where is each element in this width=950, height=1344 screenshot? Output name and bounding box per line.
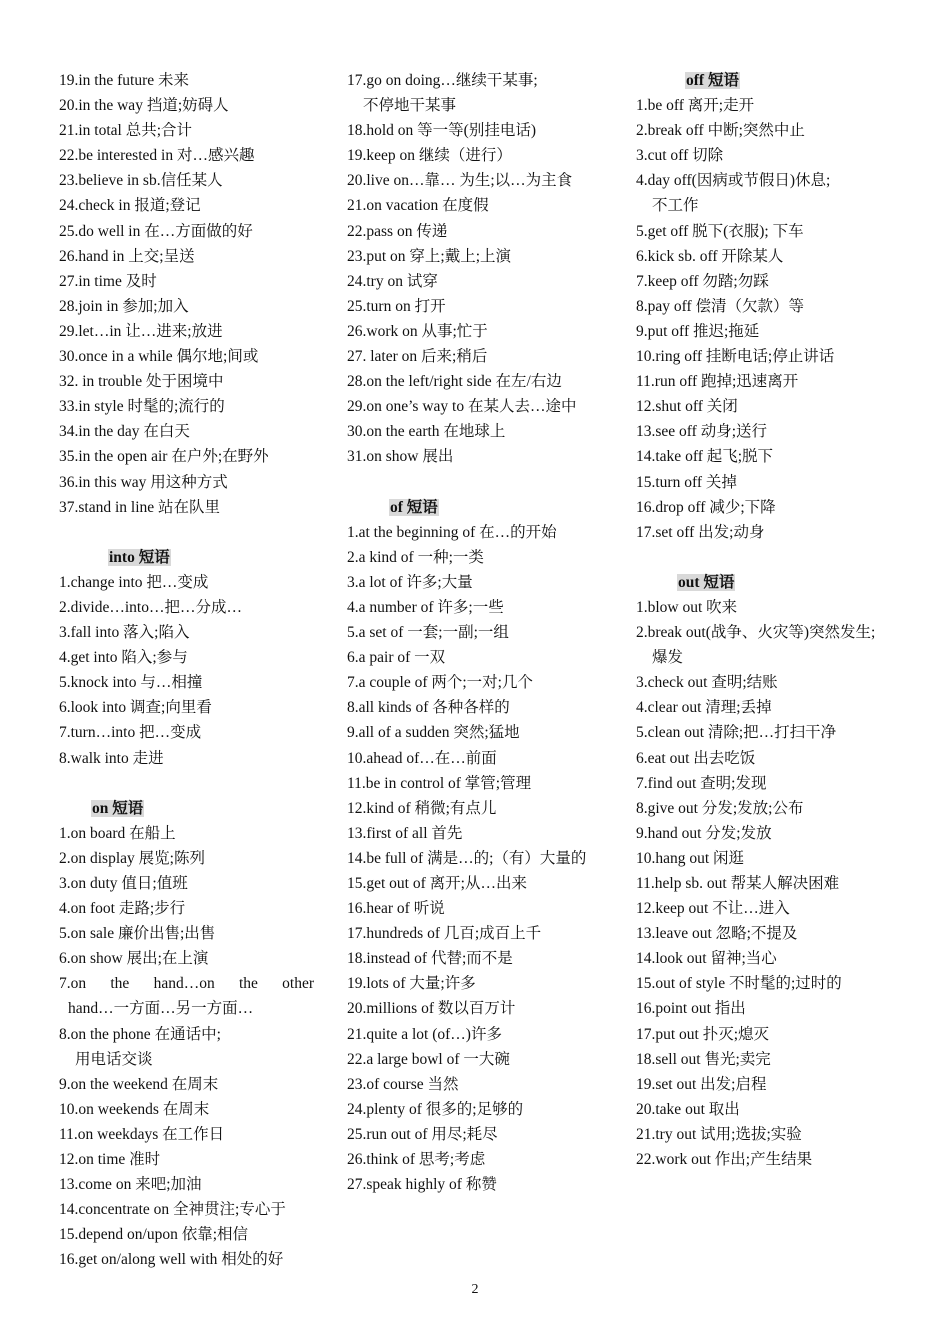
phrase-entry: 10.on weekends 在周末 bbox=[59, 1100, 210, 1118]
phrase-entry: 1.blow out 吹来 bbox=[636, 598, 738, 616]
phrase-entry: 15.out of style 不时髦的;过时的 bbox=[636, 975, 842, 993]
phrase-entry: 4.clear out 清理;丢掉 bbox=[636, 699, 772, 717]
phrase-entry: 20.millions of 数以百万计 bbox=[347, 1000, 516, 1018]
phrase-entry: 23.believe in sb.信任某人 bbox=[59, 172, 223, 190]
phrase-entry: 8.give out 分发;发放;公布 bbox=[636, 799, 804, 817]
page-number: 2 bbox=[471, 1282, 479, 1297]
phrase-entry: 11.help sb. out 帮某人解决困难 bbox=[636, 875, 840, 892]
phrase-entry: 不工作 bbox=[652, 197, 699, 215]
section-heading bbox=[59, 545, 314, 570]
phrase-entry: 3.check out 查明;结账 bbox=[636, 674, 778, 692]
phrase-entry: 32. in trouble 处于困境中 bbox=[59, 373, 224, 391]
section-heading bbox=[347, 495, 605, 520]
phrase-entry: 20.take out 取出 bbox=[636, 1100, 740, 1118]
phrase-entry: 1.be off 离开;走开 bbox=[636, 97, 755, 115]
phrase-entry: 13.first of all 首先 bbox=[347, 824, 463, 842]
phrase-entry: 1.change into 把…变成 bbox=[59, 573, 209, 591]
phrase-entry: 12.keep out 不让…进入 bbox=[636, 900, 790, 918]
phrase-entry: 14.be full of 满是…的;（有）大量的 bbox=[347, 849, 587, 867]
phrase-entry: 22.be interested in 对…感兴趣 bbox=[59, 147, 255, 165]
phrase-entry: 8.walk into 走进 bbox=[59, 749, 164, 767]
phrase-entry: 26.hand in 上交;呈送 bbox=[59, 247, 195, 265]
phrase-entry: 5.clean out 清除;把…打扫干净 bbox=[636, 724, 837, 742]
phrase-entry: 9.put off 推迟;拖延 bbox=[636, 322, 760, 340]
phrase-entry: 爆发 bbox=[652, 649, 684, 667]
phrase-entry: 25.do well in 在…方面做的好 bbox=[59, 222, 253, 240]
phrase-entry: 1.at the beginning of 在…的开始 bbox=[347, 523, 557, 541]
phrase-entry: 2.divide…into…把…分成… bbox=[59, 598, 242, 616]
phrase-entry: 7.turn…into 把…变成 bbox=[59, 724, 202, 742]
phrase-entry: 11.be in control of 掌管;管理 bbox=[347, 774, 532, 792]
phrase-entry: 28.on the left/right side 在左/右边 bbox=[347, 373, 562, 391]
phrase-entry: 13.see off 动身;送行 bbox=[636, 423, 768, 441]
phrase-entry: 22.pass on 传递 bbox=[347, 222, 448, 240]
phrase-entry: 7.on the hand…on the other bbox=[59, 975, 314, 993]
phrase-entry: 6.a pair of 一双 bbox=[347, 649, 446, 667]
phrase-entry: 21.quite a lot (of…)许多 bbox=[347, 1025, 502, 1043]
phrase-entry: 5.knock into 与…相撞 bbox=[59, 674, 203, 692]
column-3 bbox=[636, 68, 898, 1172]
phrase-entry: 35.in the open air 在户外;在野外 bbox=[59, 448, 269, 466]
phrase-entry: 6.look into 调查;向里看 bbox=[59, 699, 212, 717]
phrase-entry: 27.speak highly of 称赞 bbox=[347, 1176, 497, 1194]
phrase-entry: 18.instead of 代替;而不是 bbox=[347, 950, 513, 968]
phrase-entry: 17.go on doing…继续干某事; bbox=[347, 72, 538, 89]
phrase-entry: 7.a couple of 两个;一对;几个 bbox=[347, 674, 533, 692]
phrase-entry: 22.work out 作出;产生结果 bbox=[636, 1151, 813, 1169]
section-heading-text: on 短语 bbox=[92, 799, 144, 817]
phrase-entry: 11.run off 跑掉;迅速离开 bbox=[636, 373, 799, 391]
section-heading bbox=[59, 796, 314, 821]
section-heading-text: of 短语 bbox=[390, 498, 438, 516]
phrase-entry: 24.check in 报道;登记 bbox=[59, 197, 201, 215]
phrase-entry: 30.on the earth 在地球上 bbox=[347, 423, 506, 441]
phrase-entry: 4.day off(因病或节假日)休息; bbox=[636, 172, 831, 190]
phrase-entry: 18.hold on 等一等(别挂电话) bbox=[347, 122, 537, 140]
section-heading bbox=[636, 570, 898, 595]
blank-line bbox=[636, 545, 898, 570]
phrase-entry: 19.in the future 未来 bbox=[59, 72, 190, 89]
blank-line bbox=[59, 771, 314, 796]
phrase-entry: 25.run out of 用尽;耗尽 bbox=[347, 1125, 498, 1143]
phrase-entry: 16.point out 指出 bbox=[636, 1000, 746, 1018]
phrase-entry: 7.find out 查明;发现 bbox=[636, 774, 767, 792]
section-heading-text: into 短语 bbox=[109, 548, 170, 566]
section-heading-text: off 短语 bbox=[686, 72, 739, 89]
phrase-entry: 不停地干某事 bbox=[363, 97, 457, 115]
phrase-entry: 36.in this way 用这种方式 bbox=[59, 473, 228, 491]
phrase-entry: 15.depend on/upon 依靠;相信 bbox=[59, 1226, 248, 1244]
section-heading-text: out 短语 bbox=[678, 573, 735, 591]
phrase-entry: 9.hand out 分发;发放 bbox=[636, 824, 772, 842]
phrase-entry: 17.set off 出发;动身 bbox=[636, 523, 765, 541]
phrase-entry: 17.hundreds of 几百;成百上千 bbox=[347, 925, 542, 943]
phrase-entry: 10.hang out 闲逛 bbox=[636, 849, 745, 867]
phrase-entry: 5.a set of 一套;一副;一组 bbox=[347, 624, 509, 642]
phrase-entry: 14.concentrate on 全神贯注;专心于 bbox=[59, 1201, 286, 1219]
phrase-entry: 19.lots of 大量;许多 bbox=[347, 975, 476, 993]
phrase-entry: 24.plenty of 很多的;足够的 bbox=[347, 1100, 524, 1118]
phrase-entry: 2.a kind of 一种;一类 bbox=[347, 548, 484, 566]
phrase-entry: 21.in total 总共;合计 bbox=[59, 122, 193, 140]
phrase-entry: 8.all kinds of 各种各样的 bbox=[347, 699, 510, 717]
section-heading bbox=[636, 68, 898, 93]
phrase-entry: 16.hear of 听说 bbox=[347, 900, 445, 918]
phrase-entry: 23.of course 当然 bbox=[347, 1075, 459, 1093]
phrase-entry: 19.keep on 继续（进行） bbox=[347, 147, 512, 165]
phrase-entry: 12.shut off 关闭 bbox=[636, 398, 738, 416]
phrase-entry: 37.stand in line 站在队里 bbox=[59, 498, 221, 516]
phrase-entry: 6.eat out 出去吃饭 bbox=[636, 749, 756, 767]
phrase-entry: 3.cut off 切除 bbox=[636, 147, 724, 165]
phrase-entry: 2.break off 中断;突然中止 bbox=[636, 122, 805, 140]
phrase-entry: 22.a large bowl of 一大碗 bbox=[347, 1050, 510, 1068]
phrase-entry: 12.kind of 稍微;有点儿 bbox=[347, 799, 497, 817]
phrase-entry: 12.on time 准时 bbox=[59, 1151, 161, 1169]
phrase-entry: 用电话交谈 bbox=[75, 1050, 153, 1068]
phrase-entry: 27. later on 后来;稍后 bbox=[347, 348, 488, 366]
phrase-entry: 10.ahead of…在…前面 bbox=[347, 749, 497, 767]
phrase-entry: 4.on foot 走路;步行 bbox=[59, 900, 186, 918]
phrase-entry: 15.turn off 关掉 bbox=[636, 473, 737, 491]
phrase-entry: 1.on board 在船上 bbox=[59, 824, 176, 842]
phrase-entry: 27.in time 及时 bbox=[59, 272, 157, 290]
phrase-entry: 20.in the way 挡道;妨碍人 bbox=[59, 97, 229, 115]
phrase-entry: 11.on weekdays 在工作日 bbox=[59, 1125, 225, 1143]
column-2 bbox=[347, 68, 605, 1197]
phrase-entry: 9.on the weekend 在周末 bbox=[59, 1075, 219, 1093]
phrase-entry: 8.pay off 偿清（欠款）等 bbox=[636, 297, 805, 315]
phrase-entry: 5.get off 脱下(衣服); 下车 bbox=[636, 222, 804, 240]
phrase-entry: 19.set out 出发;启程 bbox=[636, 1075, 767, 1093]
phrase-entry: 2.on display 展览;陈列 bbox=[59, 849, 205, 867]
phrase-entry: 13.come on 来吧;加油 bbox=[59, 1176, 202, 1194]
phrase-entry: 30.once in a while 偶尔地;间或 bbox=[59, 348, 259, 366]
phrase-entry: 5.on sale 廉价出售;出售 bbox=[59, 925, 216, 943]
phrase-entry: 26.work on 从事;忙于 bbox=[347, 322, 488, 340]
phrase-entry: 20.live on…靠… 为生;以…为主食 bbox=[347, 172, 573, 190]
phrase-entry: 15.get out of 离开;从…出来 bbox=[347, 875, 527, 892]
phrase-entry: 31.on show 展出 bbox=[347, 448, 454, 466]
phrase-entry: 14.take off 起飞;脱下 bbox=[636, 448, 774, 466]
phrase-entry: 23.put on 穿上;戴上;上演 bbox=[347, 247, 512, 265]
phrase-entry: 29.let…in 让…进来;放进 bbox=[59, 322, 223, 340]
phrase-entry: 9.all of a sudden 突然;猛地 bbox=[347, 724, 520, 742]
phrase-entry: 16.get on/along well with 相处的好 bbox=[59, 1251, 284, 1269]
phrase-entry: 8.on the phone 在通话中; bbox=[59, 1025, 221, 1043]
phrase-entry: 29.on one’s way to 在某人去…途中 bbox=[347, 398, 577, 416]
phrase-entry: 3.a lot of 许多;大量 bbox=[347, 573, 473, 591]
phrase-entry: 7.keep off 勿踏;勿踩 bbox=[636, 272, 769, 290]
phrase-entry: 16.drop off 减少;下降 bbox=[636, 498, 776, 516]
phrase-entry: 14.look out 留神;当心 bbox=[636, 950, 777, 968]
phrase-entry: 4.get into 陷入;参与 bbox=[59, 649, 188, 667]
phrase-entry: 10.ring off 挂断电话;停止讲话 bbox=[636, 348, 835, 366]
phrase-entry: 17.put out 扑灭;熄灭 bbox=[636, 1025, 770, 1043]
blank-line bbox=[347, 470, 605, 495]
phrase-entry: 13.leave out 忽略;不提及 bbox=[636, 925, 798, 943]
phrase-entry: 6.on show 展出;在上演 bbox=[59, 950, 209, 968]
phrase-entry: 21.on vacation 在度假 bbox=[347, 197, 489, 215]
phrase-entry: 2.break out(战争、火灾等)突然发生; bbox=[636, 624, 876, 642]
phrase-entry: 33.in style 时髦的;流行的 bbox=[59, 398, 225, 416]
phrase-entry: 25.turn on 打开 bbox=[347, 297, 446, 315]
phrase-entry: 3.on duty 值日;值班 bbox=[59, 875, 188, 892]
blank-line bbox=[59, 520, 314, 545]
phrase-entry: hand…一方面…另一方面… bbox=[68, 1000, 254, 1018]
phrase-entry: 26.think of 思考;考虑 bbox=[347, 1151, 486, 1169]
phrase-entry: 18.sell out 售光;卖完 bbox=[636, 1050, 771, 1068]
phrase-entry: 28.join in 参加;加入 bbox=[59, 297, 189, 315]
phrase-entry: 4.a number of 许多;一些 bbox=[347, 598, 504, 616]
phrase-entry: 6.kick sb. off 开除某人 bbox=[636, 247, 784, 265]
phrase-entry: 24.try on 试穿 bbox=[347, 272, 438, 290]
phrase-entry: 34.in the day 在白天 bbox=[59, 423, 190, 441]
phrase-entry: 21.try out 试用;选拔;实验 bbox=[636, 1125, 802, 1143]
column-1 bbox=[59, 68, 314, 1273]
phrase-entry: 3.fall into 落入;陷入 bbox=[59, 624, 190, 642]
